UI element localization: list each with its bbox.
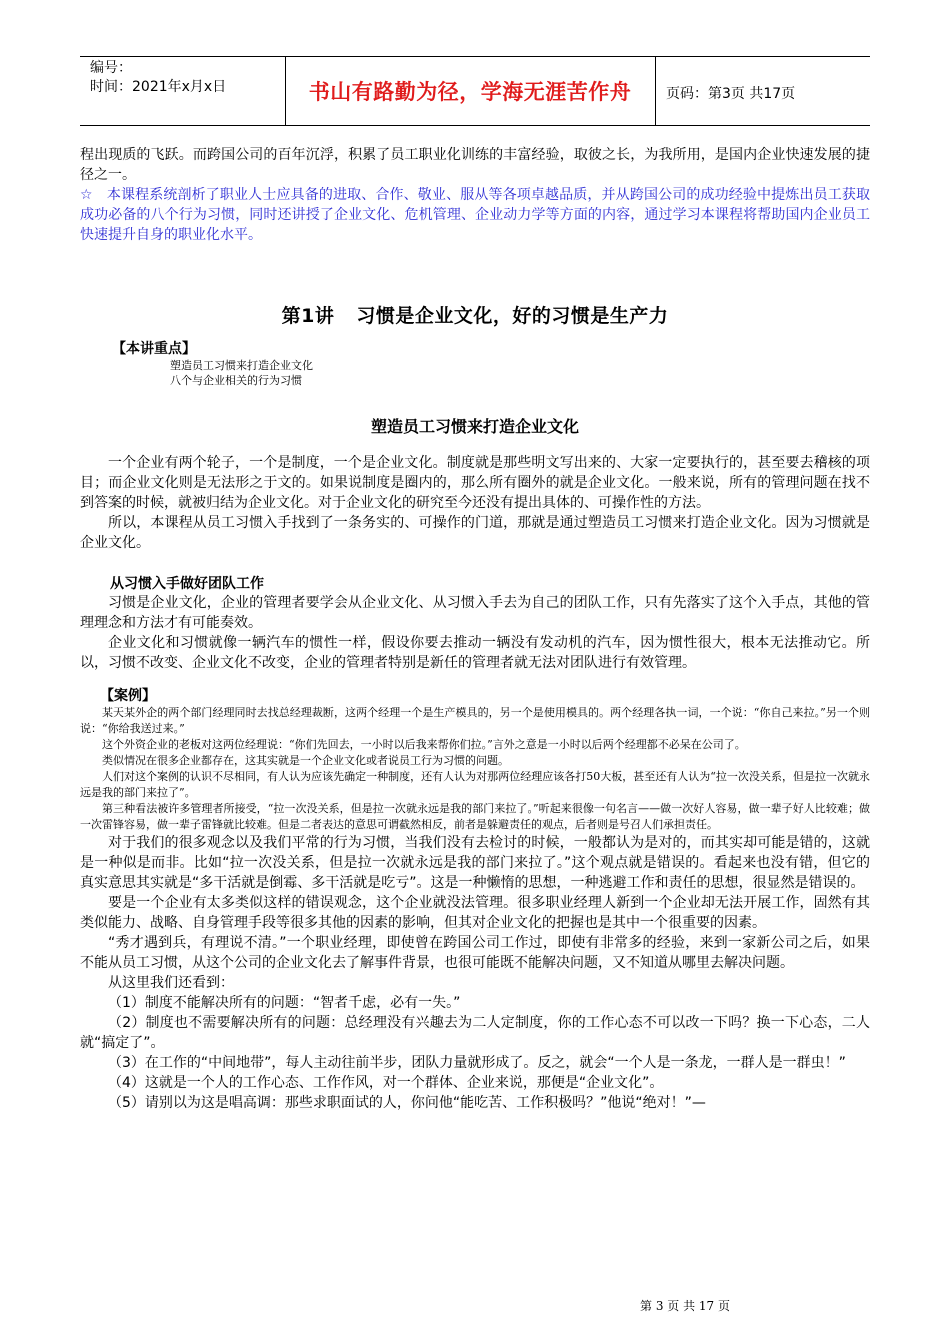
document-header — [80, 56, 870, 126]
body-paragraph: 从这里我们还看到： — [108, 975, 234, 991]
numbered-point: （2）制度也不需要解决所有的问题：总经理没有兴趣去为二人定制度，你的工作心态不可以改一下吗？换一下心态，二人就“搞定了”。 — [80, 1015, 870, 1051]
numbered-point: （5）请别以为这是唱高调：那些求职面试的人，你问他“能吃苦、工作积极吗？”他说“绝对！”— — [108, 1095, 706, 1111]
body-paragraph: 对于我们的很多观念以及我们平常的行为习惯，当我们没有去检讨的时候，一般都认为是对的，而其实却可能是错的，这就是一种似是而非。比如“拉一次没关系，但是拉一次就永远是我的部门来拉了。”这个观点就是错误的。看起来也没有错，但它的真实意思其实就是“多干活就是倒霉、多干活就是吃亏”。这是一种懒惰的思想，一种逃避工作和责任的思想，很显然是错误的。 — [80, 835, 870, 891]
page-content — [80, 145, 870, 1113]
key-point-item: 塑造员工习惯来打造企业文化 — [170, 359, 313, 372]
lecture-number: 第1讲 — [281, 305, 335, 327]
body-paragraph: 企业文化和习惯就像一辆汽车的惯性一样，假设你要去推动一辆没有发动机的汽车，因为惯性很大，根本无法推动它。所以，习惯不改变、企业文化不改变，企业的管理者特别是新任的管理者就无法对团队进行有效管理。 — [80, 635, 870, 671]
course-summary-paragraph: ☆ 本课程系统剖析了职业人士应具备的进取、合作、敬业、服从等各项卓越品质，并从跨国公司的成功经验中提炼出员工获取成功必备的八个行为习惯，同时还讲授了企业文化、危机管理、企业动力学等方面的内容，通过学习本课程将帮助国内企业员工快速提升自身的职业化水平。 — [80, 187, 870, 243]
body-paragraph: 要是一个企业有太多类似这样的错误观念，这个企业就没法管理。很多职业经理人新到一个企业却无法开展工作，固然有其类似能力、战略、自身管理手段等很多其他的因素的影响，但其对企业文化的把握也是其中一个很重要的因素。 — [80, 895, 870, 931]
body-paragraph: “秀才遇到兵，有理说不清。”一个职业经理，即使曾在跨国公司工作过，即使有非常多的经验，来到一家新公司之后，如果不能从员工习惯，从这个公司的企业文化去了解事件背景，也很可能既不能解决问题，又不知道从哪里去解决问题。 — [80, 935, 870, 971]
numbered-point: （3）在工作的“中间地带”，每人主动往前半步，团队力量就形成了。反之，就会“一个人是一条龙，一群人是一群虫！” — [108, 1055, 846, 1071]
section-title: 塑造员工习惯来打造企业文化 — [370, 417, 579, 436]
case-paragraph: 某天某外企的两个部门经理同时去找总经理裁断，这两个经理一个是生产模具的，另一个是使用模具的。两个经理各执一词，一个说：“你自己来拉。”另一个则说：“你给我送过来。” — [80, 706, 870, 735]
body-paragraph: 习惯是企业文化，企业的管理者要学会从企业文化、从习惯入手去为自己的团队工作，只有先落实了这个入手点，其他的管理理念和方法才有可能奏效。 — [80, 595, 870, 631]
header-number: 编号： — [90, 60, 132, 76]
intro-continued-paragraph: 程出现质的飞跃。而跨国公司的百年沉浮，积累了员工职业化训练的丰富经验，取彼之长，为我所用，是国内企业快速发展的捷径之一。 — [80, 147, 870, 183]
case-paragraph: 类似情况在很多企业都存在，这其实就是一个企业文化或者说员工行为习惯的问题。 — [102, 754, 509, 767]
header-divider — [655, 57, 656, 125]
key-points-heading: 【本讲重点】 — [112, 341, 196, 357]
case-heading: 【案例】 — [100, 688, 156, 704]
lecture-title — [80, 301, 870, 328]
numbered-point: （4）这就是一个人的工作心态、工作作风，对一个群体、企业来说，那便是“企业文化”。 — [108, 1075, 664, 1091]
case-paragraph: 这个外资企业的老板对这两位经理说：“你们先回去，一小时以后我来帮你们拉。”言外之意是一小时以后两个经理都不必呆在公司了。 — [102, 738, 746, 751]
header-meta — [90, 59, 280, 97]
header-time: 时间：2021年x月x日 — [90, 79, 227, 95]
numbered-point: （1）制度不能解决所有的问题：“智者千虑，必有一失。” — [108, 995, 461, 1011]
case-paragraph: 第三种看法被许多管理者所接受，“拉一次没关系，但是拉一次就永远是我的部门来拉了。”听起来很像一句名言——做一次好人容易，做一辈子好人比较难；做一次雷锋容易，做一辈子雷锋就比较难。但是二者表达的意思可谓截然相反，前者是躲避责任的观点，后者则是号召人们承担责任。 — [80, 802, 870, 831]
header-motto: 书山有路勤为径，学海无涯苦作舟 — [308, 80, 632, 104]
subsection-title: 从习惯入手做好团队工作 — [110, 576, 264, 592]
page-footer: 第 3 页 共 17 页 — [640, 1299, 730, 1313]
body-paragraph: 一个企业有两个轮子，一个是制度，一个是企业文化。制度就是那些明文写出来的、大家一定要执行的，甚至要去稽核的项目；而企业文化则是无法形之于文的。如果说制度是圈内的，那么所有圈外的就是企业文化。一般来说，所有的管理问题在找不到答案的时候，就被归结为企业文化。对于企业文化的研究至今还没有提出具体的、可操作性的方法。 — [80, 455, 870, 511]
key-point-item: 八个与企业相关的行为习惯 — [170, 374, 302, 387]
case-paragraph: 人们对这个案例的认识不尽相同，有人认为应该先确定一种制度，还有人认为对那两位经理应该各打50大板，甚至还有人认为“拉一次没关系，但是拉一次就永远是我的部门来拉了”。 — [80, 770, 870, 799]
header-page-number: 页码：第3页 共17页 — [666, 86, 796, 102]
lecture-title-text: 习惯是企业文化，好的习惯是生产力 — [356, 305, 669, 327]
body-paragraph: 所以，本课程从员工习惯入手找到了一条务实的、可操作的门道，那就是通过塑造员工习惯来打造企业文化。因为习惯就是企业文化。 — [80, 515, 870, 551]
